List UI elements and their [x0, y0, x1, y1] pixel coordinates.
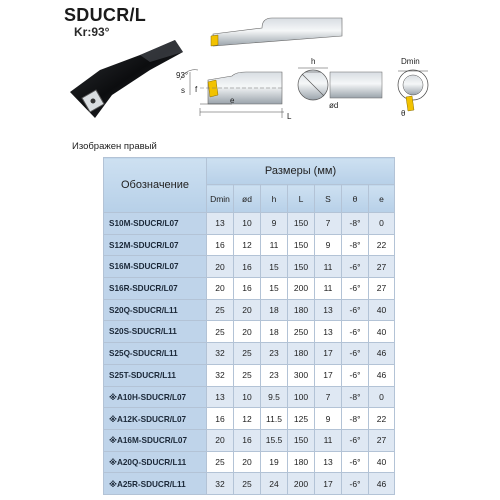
designation-header: Обозначение	[104, 158, 207, 213]
value-cell: 20	[234, 321, 261, 343]
value-cell: 200	[288, 473, 315, 495]
value-cell: 32	[207, 364, 234, 386]
value-cell: 9.5	[261, 386, 288, 408]
value-cell: 12	[234, 408, 261, 430]
table-row	[104, 408, 395, 430]
value-cell: 25	[234, 343, 261, 365]
column-header: ød	[234, 185, 261, 213]
designation-cell: S16M-SDUCR/L07	[104, 256, 207, 278]
value-cell: 18	[261, 299, 288, 321]
value-cell: 27	[369, 278, 395, 300]
value-cell: 13	[207, 386, 234, 408]
value-cell: 7	[315, 213, 342, 235]
value-cell: 16	[234, 429, 261, 451]
value-cell: 20	[207, 429, 234, 451]
specs-table	[103, 157, 395, 495]
value-cell: 16	[207, 408, 234, 430]
designation-cell: S16R-SDUCR/L07	[104, 278, 207, 300]
dim-s: s	[181, 86, 185, 95]
value-cell: 300	[288, 364, 315, 386]
value-cell: 17	[315, 343, 342, 365]
value-cell: 40	[369, 321, 395, 343]
value-cell: 15	[261, 256, 288, 278]
value-cell: 7	[315, 386, 342, 408]
value-cell: -6°	[342, 473, 369, 495]
dim-dmin: Dmin	[401, 57, 420, 66]
value-cell: -6°	[342, 451, 369, 473]
table-row	[104, 213, 395, 235]
value-cell: 25	[234, 364, 261, 386]
value-cell: 19	[261, 451, 288, 473]
value-cell: 11	[315, 429, 342, 451]
value-cell: 20	[234, 451, 261, 473]
column-header: e	[369, 185, 395, 213]
value-cell: -6°	[342, 429, 369, 451]
value-cell: 20	[234, 299, 261, 321]
value-cell: 12	[234, 234, 261, 256]
value-cell: -6°	[342, 299, 369, 321]
value-cell: 150	[288, 256, 315, 278]
value-cell: 150	[288, 213, 315, 235]
value-cell: 22	[369, 234, 395, 256]
value-cell: 250	[288, 321, 315, 343]
value-cell: 25	[207, 321, 234, 343]
value-cell: 32	[207, 473, 234, 495]
value-cell: 9	[261, 213, 288, 235]
value-cell: 25	[234, 473, 261, 495]
designation-cell: ※A12K-SDUCR/L07	[104, 408, 207, 430]
value-cell: 180	[288, 451, 315, 473]
table-row	[104, 234, 395, 256]
value-cell: 150	[288, 234, 315, 256]
table-row	[104, 364, 395, 386]
value-cell: 25	[207, 299, 234, 321]
column-header: θ	[342, 185, 369, 213]
value-cell: 10	[234, 386, 261, 408]
value-cell: 40	[369, 299, 395, 321]
value-cell: 13	[315, 321, 342, 343]
value-cell: 9	[315, 234, 342, 256]
value-cell: 15.5	[261, 429, 288, 451]
value-cell: 13	[207, 213, 234, 235]
column-header: S	[315, 185, 342, 213]
value-cell: 13	[315, 451, 342, 473]
value-cell: 17	[315, 473, 342, 495]
table-row	[104, 278, 395, 300]
bore-view	[398, 57, 428, 118]
value-cell: 16	[207, 234, 234, 256]
value-cell: 150	[288, 429, 315, 451]
value-cell: 27	[369, 256, 395, 278]
value-cell: -8°	[342, 408, 369, 430]
product-title: SDUCR/L	[64, 5, 147, 25]
value-cell: 11	[315, 256, 342, 278]
tool-photo	[70, 40, 183, 118]
value-cell: 180	[288, 343, 315, 365]
value-cell: 46	[369, 343, 395, 365]
designation-cell: S10M-SDUCR/L07	[104, 213, 207, 235]
angle-dimension: 93°	[176, 71, 189, 80]
approach-angle-label: Kr:93°	[74, 25, 110, 39]
value-cell: 32	[207, 343, 234, 365]
value-cell: 11	[315, 278, 342, 300]
end-view	[298, 57, 382, 110]
table-row	[104, 451, 395, 473]
value-cell: 13	[315, 299, 342, 321]
dim-f: f	[195, 85, 198, 94]
value-cell: 9	[315, 408, 342, 430]
image-caption: Изображен правый	[72, 141, 157, 152]
table-row	[104, 343, 395, 365]
designation-cell: S25Q-SDUCR/L11	[104, 343, 207, 365]
value-cell: 23	[261, 364, 288, 386]
value-cell: 46	[369, 364, 395, 386]
value-cell: -6°	[342, 343, 369, 365]
designation-cell: ※A25R-SDUCR/L11	[104, 473, 207, 495]
value-cell: 18	[261, 321, 288, 343]
table-row	[104, 256, 395, 278]
column-header: h	[261, 185, 288, 213]
value-cell: 17	[315, 364, 342, 386]
value-cell: 100	[288, 386, 315, 408]
table-row	[104, 386, 395, 408]
value-cell: -6°	[342, 278, 369, 300]
value-cell: 200	[288, 278, 315, 300]
designation-cell: ※A20Q-SDUCR/L11	[104, 451, 207, 473]
value-cell: 180	[288, 299, 315, 321]
value-cell: 25	[207, 451, 234, 473]
value-cell: 20	[207, 278, 234, 300]
value-cell: -6°	[342, 364, 369, 386]
value-cell: 16	[234, 278, 261, 300]
value-cell: 0	[369, 213, 395, 235]
value-cell: -8°	[342, 386, 369, 408]
value-cell: 23	[261, 343, 288, 365]
designation-cell: ※A16M-SDUCR/L07	[104, 429, 207, 451]
dim-h: h	[311, 57, 316, 66]
dimensions-header: Размеры (мм)	[207, 158, 395, 185]
value-cell: -8°	[342, 213, 369, 235]
table-row	[104, 473, 395, 495]
value-cell: 11.5	[261, 408, 288, 430]
column-header: Dmin	[207, 185, 234, 213]
designation-cell: S20S-SDUCR/L11	[104, 321, 207, 343]
value-cell: 11	[261, 234, 288, 256]
value-cell: 10	[234, 213, 261, 235]
value-cell: -6°	[342, 256, 369, 278]
value-cell: 24	[261, 473, 288, 495]
value-cell: 15	[261, 278, 288, 300]
dim-e: e	[230, 96, 235, 105]
value-cell: 40	[369, 451, 395, 473]
designation-cell: ※A10H-SDUCR/L07	[104, 386, 207, 408]
value-cell: 125	[288, 408, 315, 430]
value-cell: 20	[207, 256, 234, 278]
designation-cell: S12M-SDUCR/L07	[104, 234, 207, 256]
value-cell: -6°	[342, 321, 369, 343]
dim-L: L	[287, 112, 292, 121]
value-cell: 16	[234, 256, 261, 278]
value-cell: 46	[369, 473, 395, 495]
dim-od: ød	[329, 101, 339, 110]
designation-cell: S25T-SDUCR/L11	[104, 364, 207, 386]
side-view-main	[176, 70, 292, 121]
designation-cell: S20Q-SDUCR/L11	[104, 299, 207, 321]
table-row	[104, 429, 395, 451]
column-header: L	[288, 185, 315, 213]
value-cell: 0	[369, 386, 395, 408]
value-cell: -8°	[342, 234, 369, 256]
side-view-top	[211, 18, 342, 46]
dim-theta: θ	[401, 109, 406, 118]
value-cell: 22	[369, 408, 395, 430]
value-cell: 27	[369, 429, 395, 451]
table-row	[104, 299, 395, 321]
table-row	[104, 321, 395, 343]
